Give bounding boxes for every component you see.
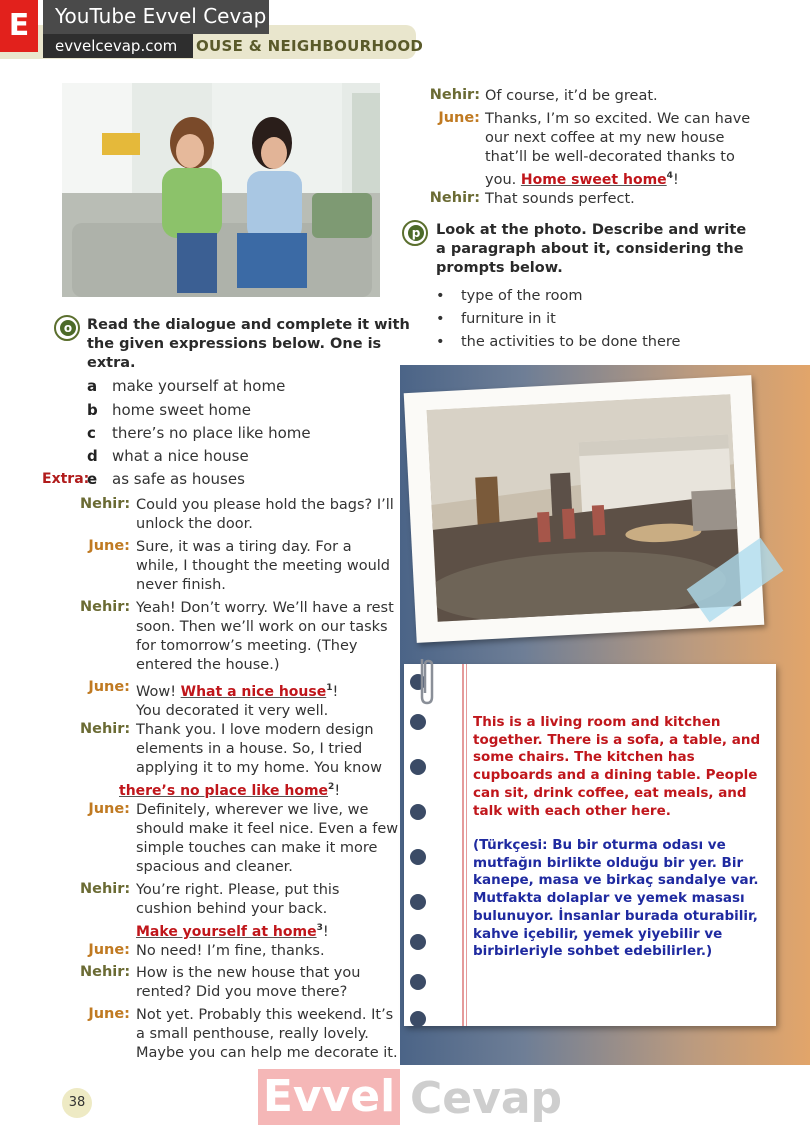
answer-turkish: (Türkçesi: Bu bir oturma odası ve mutfağın birlikte olduğu bir yer. Bir kanepe, masa ve birkaç sandalye var. Mutfakta dolaplar ve yemek masası bulunuyor. İnsanlar burada oturabilir, kahve içebilir, yemek yiyebilir ve birbirleriyle sohbet edebilirler.): [473, 837, 759, 960]
exercise-p-instruction: Look at the photo. Describe and write a paragraph about it, considering the prompts below.: [436, 222, 747, 276]
binder-hole: [410, 759, 426, 775]
brand-logo: E: [0, 0, 38, 52]
answer-english: This is a living room and kitchen together. There is a sofa, a table, and some chairs. The kitchen has cupboards and a dining table. People can sit, drink coffee, eat meals, and talk with each other here.: [473, 714, 761, 819]
answer-3: Make yourself at home: [136, 923, 317, 940]
dialogue-line: Yeah! Don’t worry. We’ll have a rest soon. Then we’ll work on our tasks for tomorrow’s meeting. (They entered the house.): [136, 600, 394, 673]
dialogue-line: Not yet. Probably this weekend. It’s a small penthouse, really lovely. Maybe you can help me decorate it.: [136, 1007, 398, 1061]
dialogue-line: Wow! What a nice house$^1$! You decorated it very well.: [136, 683, 339, 719]
option-d: d what a nice house: [87, 447, 249, 465]
speaker-nehir: Nehir:: [80, 881, 131, 897]
answer-4: Home sweet home: [520, 171, 667, 188]
speaker-june: June:: [438, 110, 480, 126]
speaker-june: June:: [88, 538, 130, 554]
answer-1: What a nice house: [180, 683, 327, 700]
binder-hole: [410, 714, 426, 730]
option-e: e as safe as houses: [87, 470, 245, 488]
binder-hole: [410, 849, 426, 865]
speaker-nehir: Nehir:: [80, 496, 131, 512]
speaker-nehir: Nehir:: [80, 599, 131, 615]
extra-label: Extra:: [42, 471, 90, 487]
speaker-june: June:: [88, 801, 130, 817]
binder-hole: [410, 1011, 426, 1027]
dialogue-line: Definitely, wherever we live, we should make it feel nice. Even a few simple touches can make it more spacious and cleaner.: [136, 802, 399, 875]
watermark-cevap: Cevap: [410, 1073, 563, 1124]
exercise-o-instruction: Read the dialogue and complete it with the given expressions below. One is extra.: [87, 317, 410, 371]
speaker-nehir: Nehir:: [429, 87, 480, 103]
dialogue-line: Could you please hold the bags? I’ll unlock the door.: [136, 497, 394, 532]
dialogue-line: Thank you. I love modern design elements in a house. So, I tried applying it to my home. You know: [136, 722, 382, 776]
option-c: c there’s no place like home: [87, 424, 311, 442]
dialogue-line: You’re right. Please, put this cushion behind your back. Make yourself at home$^3$!: [136, 882, 340, 940]
exercise-o-icon: o: [54, 315, 80, 341]
dialogue-line: Thanks, I’m so excited. We can have our next coffee at my new house that’ll be well-decorated thanks to you. Home sweet home$^4$!: [485, 111, 751, 188]
dialogue-line: Of course, it’d be great.: [485, 88, 658, 104]
speaker-june: June:: [88, 942, 130, 958]
binder-hole: [410, 974, 426, 990]
dialogue-line: That sounds perfect.: [485, 191, 635, 207]
photo-two-women-on-sofa: [62, 83, 380, 297]
brand-name: YouTube Evvel Cevap: [55, 4, 267, 28]
speaker-nehir: Nehir:: [429, 190, 480, 206]
option-b: b home sweet home: [87, 401, 252, 419]
watermark-evvel: Evvel: [258, 1069, 400, 1125]
speaker-june: June:: [88, 679, 130, 695]
binder-hole: [410, 804, 426, 820]
dialogue-line: No need! I’m fine, thanks.: [136, 943, 325, 959]
dialogue-line: How is the new house that you rented? Did you move there?: [136, 965, 361, 1000]
exercise-p-icon: p: [402, 220, 428, 246]
answer-2: there’s no place like home: [119, 782, 329, 799]
dialogue-line: there’s no place like home$^2$!: [119, 782, 341, 799]
speaker-nehir: Nehir:: [80, 721, 131, 737]
speaker-june: June:: [88, 1006, 130, 1022]
option-a: a make yourself at home: [87, 377, 286, 395]
page-number: 38: [62, 1088, 92, 1118]
dialogue-line: Sure, it was a tiring day. For a while, I thought the meeting would never finish.: [136, 539, 390, 593]
unit-title: OUSE & NEIGHBOURHOOD: [196, 37, 424, 55]
paperclip-icon: [414, 655, 440, 707]
binder-hole: [410, 934, 426, 950]
binder-hole: [410, 894, 426, 910]
brand-url: evvelcevap.com: [55, 37, 178, 55]
speaker-nehir: Nehir:: [80, 964, 131, 980]
